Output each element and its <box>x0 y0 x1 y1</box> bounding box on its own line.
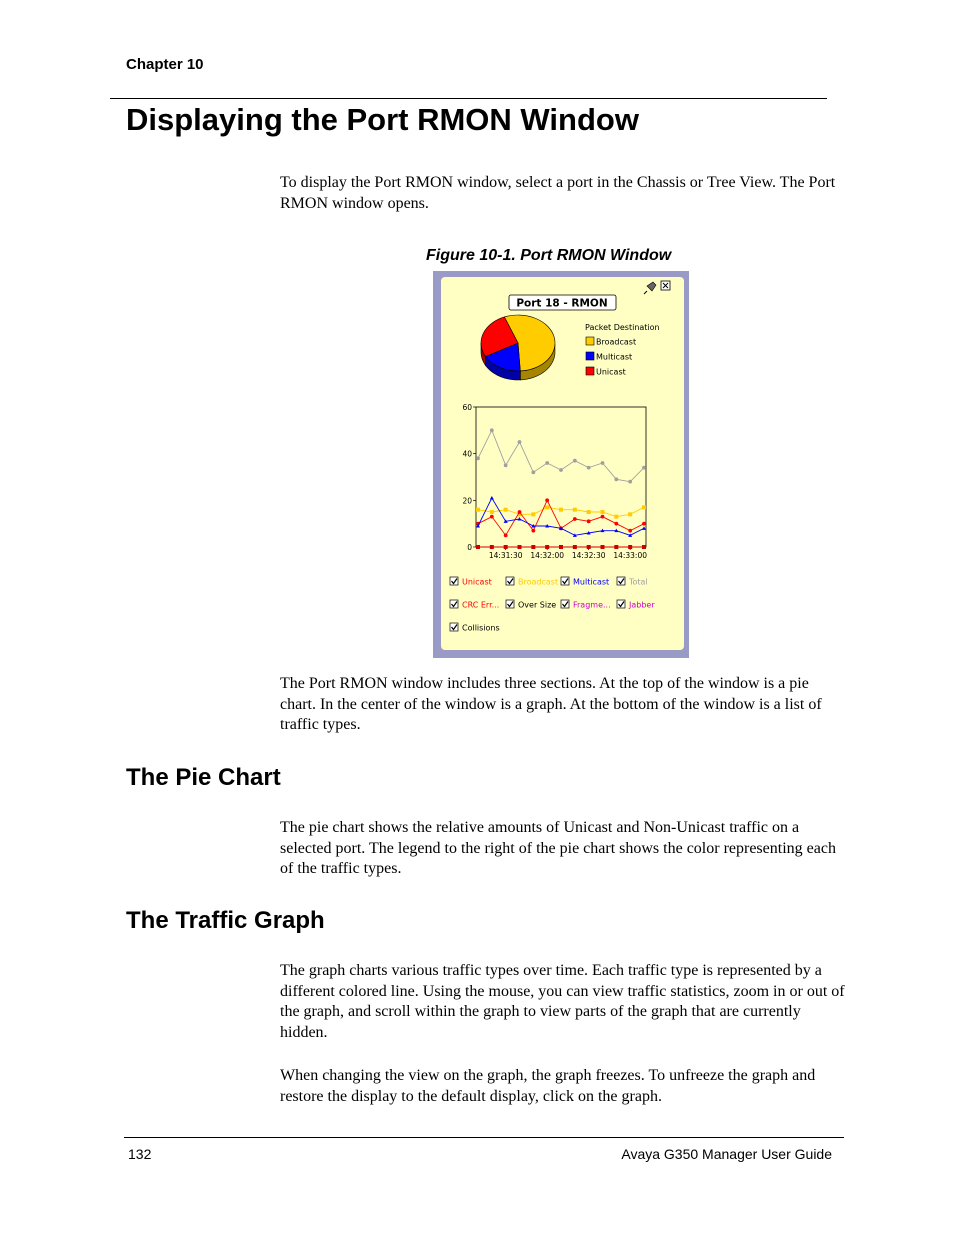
data-point <box>642 545 646 549</box>
data-point <box>628 529 632 533</box>
data-point <box>518 545 522 549</box>
footer-rule <box>124 1137 844 1138</box>
sections-paragraph: The Port RMON window includes three sections. At the top of the window is a pie chart. In the center of the window is a graph. At the bottom of the window is a list of traffic types. <box>280 675 822 733</box>
data-point <box>504 533 508 537</box>
data-point <box>531 545 535 549</box>
data-point <box>614 515 618 519</box>
data-point <box>587 545 591 549</box>
data-point <box>490 545 494 549</box>
close-icon[interactable] <box>661 281 670 290</box>
legend-label-broadcast: Broadcast <box>596 337 637 347</box>
data-point <box>490 428 494 432</box>
data-point <box>573 545 577 549</box>
pie-legend <box>586 337 636 377</box>
checkbox-unicast[interactable] <box>450 577 458 585</box>
data-point <box>518 510 522 514</box>
legend-label-unicast: Unicast <box>596 367 626 377</box>
data-point <box>628 480 632 484</box>
pie-legend-title: Packet Destination <box>585 323 660 332</box>
data-point <box>531 470 535 474</box>
data-point <box>587 510 591 514</box>
data-point <box>601 461 605 465</box>
pie-chart-paragraph: The pie chart shows the relative amounts of Unicast and Non-Unicast traffic on a selected port. The legend to the right of the pie chart shows the color representing each of the traffic types. <box>280 819 836 877</box>
intro-paragraph: To display the Port RMON window, select a port in the Chassis or Tree View. The Port RMON window opens. <box>280 174 836 212</box>
checkbox-label: Broadcast <box>518 577 559 587</box>
data-point <box>614 522 618 526</box>
checkbox-collisions[interactable] <box>450 623 458 631</box>
data-point <box>614 477 618 481</box>
x-tick-label: 14:31:30 <box>488 551 523 560</box>
data-point <box>628 545 632 549</box>
window-title: Port 18 - RMON <box>516 297 608 310</box>
page-number: 132 <box>128 1146 152 1162</box>
y-tick-label: 40 <box>462 449 472 459</box>
legend-label-multicast: Multicast <box>596 352 633 362</box>
figure-caption: Figure 10-1. Port RMON Window <box>426 247 672 264</box>
data-point <box>490 496 494 500</box>
y-tick-label: 20 <box>462 496 472 506</box>
data-point <box>545 461 549 465</box>
data-point <box>642 505 646 509</box>
header-rule <box>110 98 827 99</box>
series-line-total <box>478 430 644 481</box>
data-point <box>531 512 535 516</box>
data-point <box>601 510 605 514</box>
checkbox-label: Jabber <box>629 600 655 610</box>
data-point <box>573 508 577 512</box>
checkbox-total[interactable] <box>617 577 625 585</box>
data-point <box>545 498 549 502</box>
data-point <box>573 459 577 463</box>
data-point <box>545 505 549 509</box>
traffic-graph-paragraph-2: When changing the view on the graph, the graph freezes. To unfreeze the graph and restore the display to the default display, click on the graph. <box>280 1067 816 1105</box>
data-point <box>518 440 522 444</box>
data-point <box>642 466 646 470</box>
data-point <box>476 508 480 512</box>
pin-icon[interactable] <box>644 282 656 294</box>
data-point <box>601 545 605 549</box>
checkbox-fragme[interactable] <box>561 600 569 608</box>
legend-swatch-unicast <box>586 367 594 375</box>
checkbox-over-size[interactable] <box>506 600 514 608</box>
page-title: Displaying the Port RMON Window <box>126 102 639 137</box>
data-point <box>642 526 646 530</box>
checkbox-label: Over Size <box>518 600 557 610</box>
legend-swatch-multicast <box>586 352 594 360</box>
data-point <box>559 468 563 472</box>
traffic-graph-heading: The Traffic Graph <box>126 907 325 934</box>
data-point <box>504 508 508 512</box>
data-point <box>476 456 480 460</box>
traffic-graph[interactable] <box>462 403 647 560</box>
y-tick-label: 0 <box>467 543 472 552</box>
y-tick-label: 60 <box>462 403 472 412</box>
checkbox-label: Fragme... <box>573 600 611 610</box>
rmon-figure <box>441 277 684 650</box>
data-point <box>601 515 605 519</box>
checkbox-label: Collisions <box>462 623 500 633</box>
x-tick-label: 14:33:00 <box>613 551 648 560</box>
data-point <box>504 545 508 549</box>
data-point <box>642 522 646 526</box>
x-tick-label: 14:32:30 <box>571 551 606 560</box>
data-point <box>518 517 522 521</box>
packet-destination-pie[interactable] <box>481 315 555 380</box>
data-point <box>559 508 563 512</box>
legend-swatch-broadcast <box>586 337 594 345</box>
chapter-label: Chapter 10 <box>126 56 204 73</box>
rmon-panel <box>441 277 684 650</box>
port-rmon-window <box>433 271 689 658</box>
data-point <box>559 545 563 549</box>
x-tick-label: 14:32:00 <box>530 551 565 560</box>
pie-chart-heading: The Pie Chart <box>126 764 281 791</box>
data-point <box>587 466 591 470</box>
checkbox-jabber[interactable] <box>617 600 625 608</box>
data-point <box>628 512 632 516</box>
data-point <box>573 517 577 521</box>
traffic-type-list <box>450 577 655 633</box>
checkbox-label: Unicast <box>462 577 492 587</box>
data-point <box>587 519 591 523</box>
data-point <box>614 545 618 549</box>
data-point <box>531 529 535 533</box>
data-point <box>504 463 508 467</box>
data-point <box>545 545 549 549</box>
traffic-graph-paragraph-1: The graph charts various traffic types over time. Each traffic type is represented by a different colored line. Using the mouse, you can view traffic statistics, zoom in or out of the graph, and scroll within the graph to view parts of the graph that are currently hidden. <box>280 962 845 1041</box>
data-point <box>476 545 480 549</box>
checkbox-multicast[interactable] <box>561 577 569 585</box>
checkbox-broadcast[interactable] <box>506 577 514 585</box>
guide-title: Avaya G350 Manager User Guide <box>621 1146 832 1162</box>
checkbox-label: Multicast <box>573 577 610 587</box>
checkbox-label: CRC Err... <box>462 600 500 610</box>
checkbox-label: Total <box>629 577 648 587</box>
checkbox-crc-err[interactable] <box>450 600 458 608</box>
data-point <box>490 510 494 514</box>
data-point <box>490 515 494 519</box>
